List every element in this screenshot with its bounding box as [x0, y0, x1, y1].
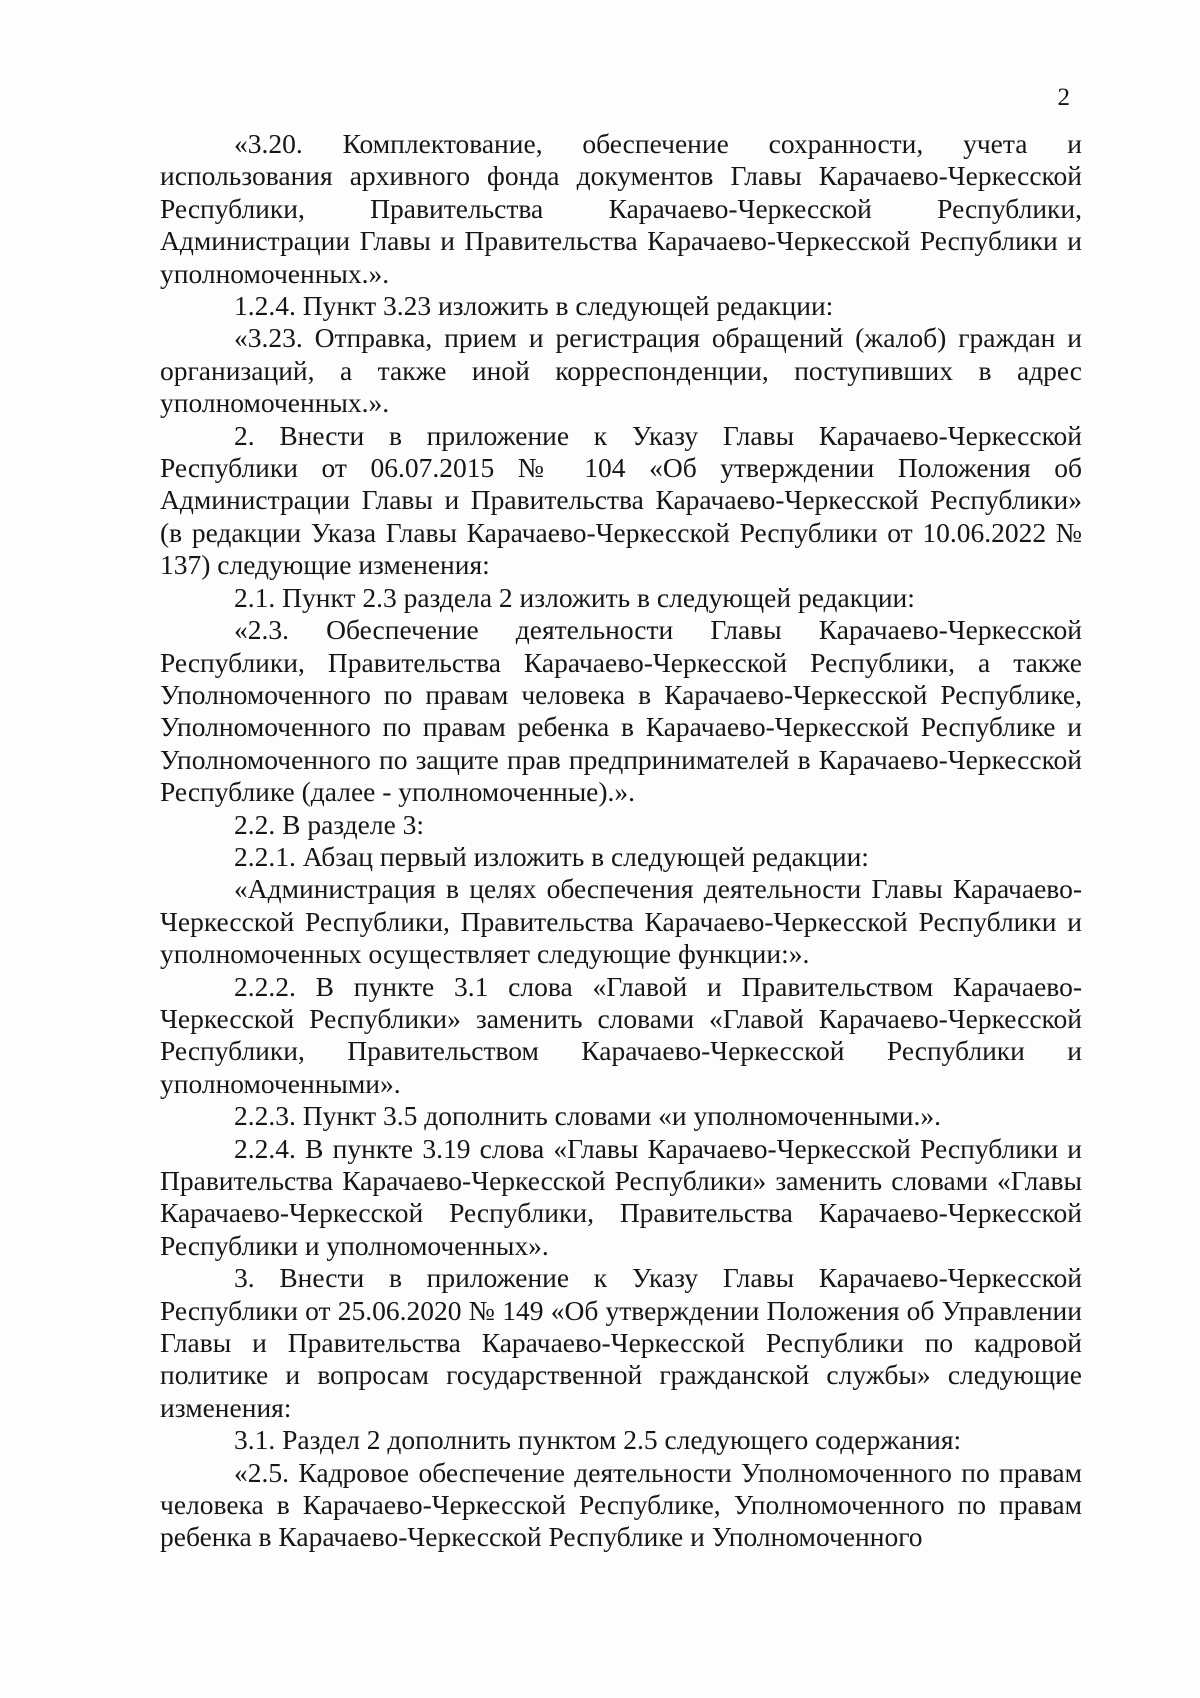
paragraph-3-1: 3.1. Раздел 2 дополнить пунктом 2.5 следующего содержания:: [234, 1424, 962, 1456]
paragraph-2-2-2: 2.2.2. В пункте 3.1 слова «Главой и Правительством Карачаево-Черкесской Республики» заменить словами «Главой Карачаево-Черкесской Республики, Правительством Карачаево-Черкесской Республики и уполномоченными».: [160, 970, 1082, 1099]
paragraph-2-2-1: 2.2.1. Абзац первый изложить в следующей редакции:: [234, 840, 869, 872]
paragraph-2: 2. Внести в приложение к Указу Главы Карачаево-Черкесской Республики от 06.07.2015 № 104 «Об утверждении Положения об Администрации Главы и Правительства Карачаево-Черкесской Республики» (в редакции Указа Главы Карачаево-Черкесской Республики от 10.06.2022 № 137) следующие изменения:: [160, 419, 1082, 581]
paragraph-2-1: 2.1. Пункт 2.3 раздела 2 изложить в следующей редакции:: [234, 581, 915, 613]
paragraph-administration-quote: «Администрация в целях обеспечения деятельности Главы Карачаево-Черкесской Республики, Правительства Карачаево-Черкесской Республики и уполномоченных осуществляет следующие функции:».: [160, 873, 1082, 970]
paragraph-2-3-quote: «2.3. Обеспечение деятельности Главы Карачаево-Черкесской Республики, Правительства Карачаево-Черкесской Республики, а также Уполномоченного по правам человека в Карачаево-Черкесской Республике, Уполномоченного по правам ребенка в Карачаево-Черкесской Республике и Уполномоченного по защите прав предпринимателей в Карачаево-Черкесской Республике (далее - уполномоченные).».: [160, 614, 1082, 808]
paragraph-2-2-4: 2.2.4. В пункте 3.19 слова «Главы Карачаево-Черкесской Республики и Правительства Карачаево-Черкесской Республики» заменить словами «Главы Карачаево-Черкесской Республики, Правительства Карачаево-Черкесской Республики и уполномоченных».: [160, 1132, 1082, 1261]
document-body: [160, 128, 1082, 1554]
paragraph-3-23: «3.23. Отправка, прием и регистрация обращений (жалоб) граждан и организаций, а также иной корреспонденции, поступивших в адрес уполномоченных.».: [160, 322, 1082, 419]
paragraph-3-20: «3.20. Комплектование, обеспечение сохранности, учета и использования архивного фонда документов Главы Карачаево-Черкесской Республики, Правительства Карачаево-Черкесской Республики, Администрации Главы и Правительства Карачаево-Черкесской Республики и уполномоченных.».: [160, 128, 1082, 289]
paragraph-2-5-quote: «2.5. Кадровое обеспечение деятельности Уполномоченного по правам человека в Карачаево-Черкесской Республике, Уполномоченного по правам ребенка в Карачаево-Черкесской Республике и Уполномоченного: [160, 1456, 1082, 1553]
paragraph-3: 3. Внести в приложение к Указу Главы Карачаево-Черкесской Республики от 25.06.2020 № 149 «Об утверждении Положения об Управлении Главы и Правительства Карачаево-Черкесской Республики по кадровой политике и вопросам государственной гражданской службы» следующие изменения:: [160, 1262, 1082, 1423]
paragraph-2-2: 2.2. В разделе 3:: [234, 808, 425, 840]
paragraph-1-2-4: 1.2.4. Пункт 3.23 изложить в следующей редакции:: [234, 290, 834, 322]
page-number: 2: [1057, 84, 1070, 111]
paragraph-2-2-3: 2.2.3. Пункт 3.5 дополнить словами «и уполномоченными.».: [234, 1100, 942, 1132]
